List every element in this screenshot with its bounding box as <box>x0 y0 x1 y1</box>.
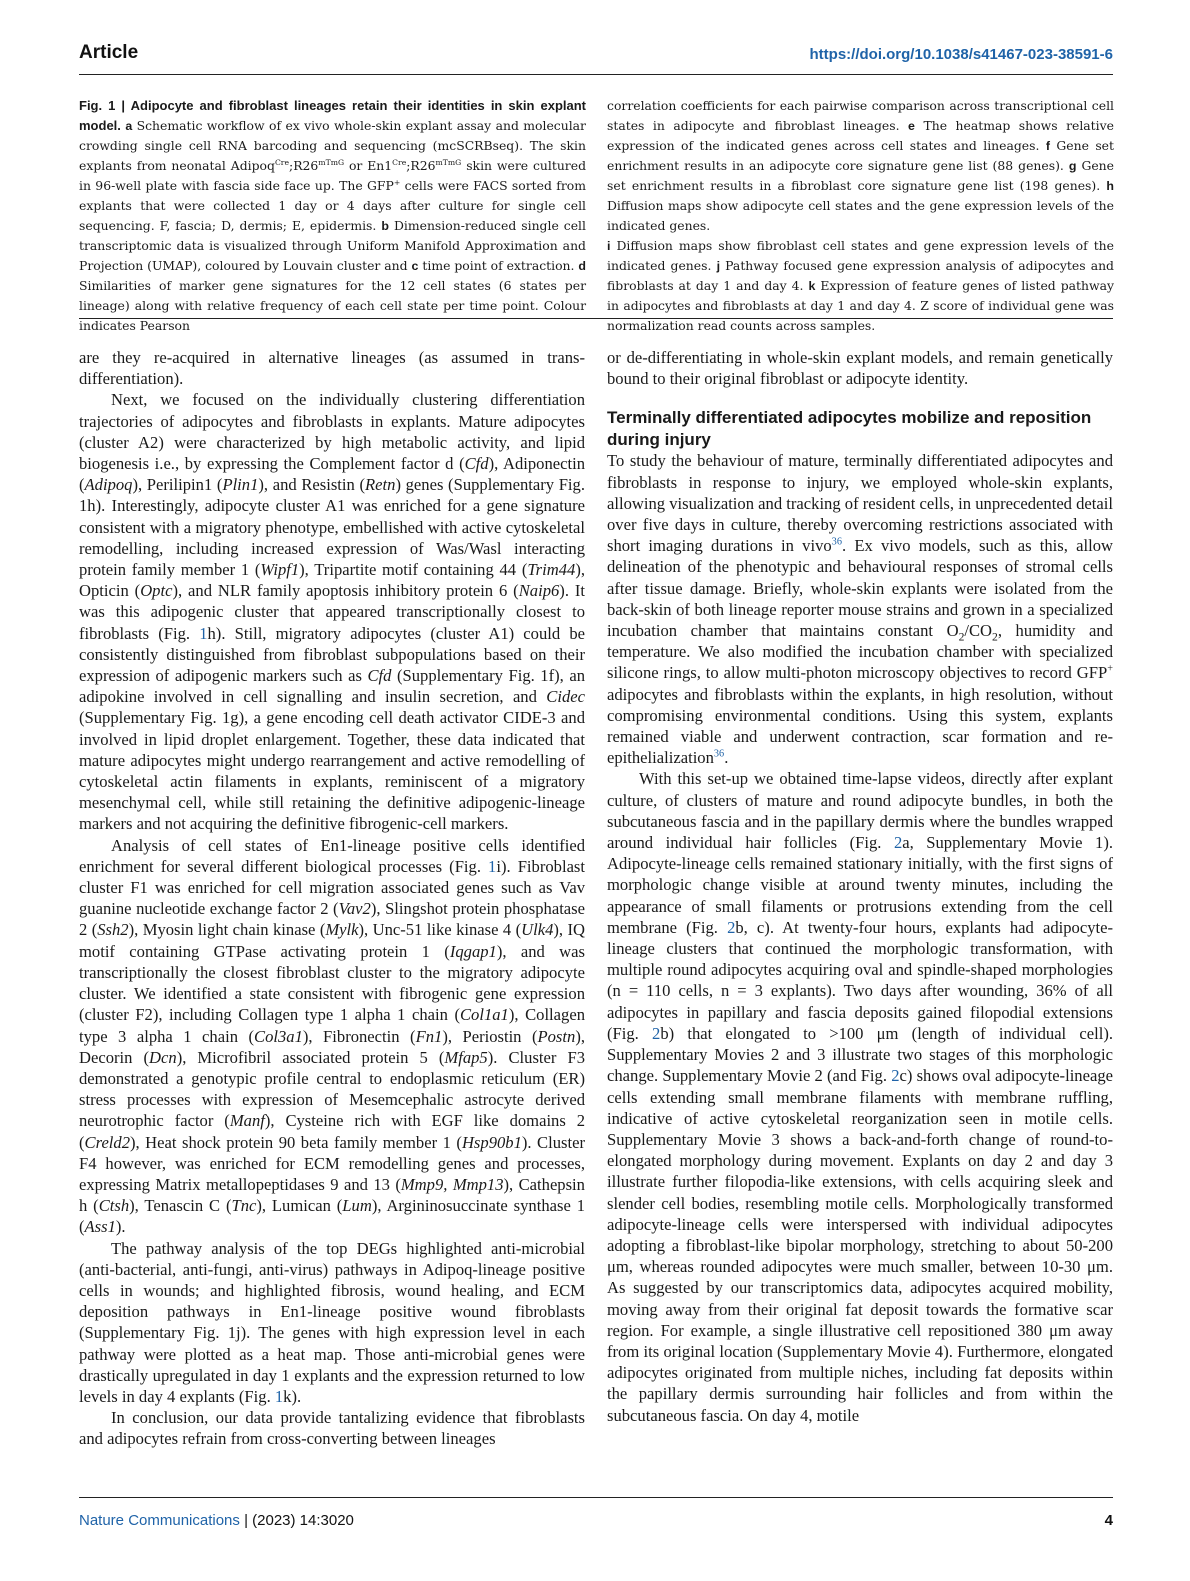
text-run: ), and was transcriptionally the closest fibroblast cluster to the migratory adipocyte cluster. We identified a state consistent with fibrogenic gene expression (cluster F2), including Collagen type 1 alpha 1 chain ( <box>79 941 585 1025</box>
gene-name: Col1a1 <box>459 1005 509 1025</box>
journal-title: Nature Communications <box>79 1512 240 1529</box>
caption-panel-label: a <box>125 119 133 133</box>
gene-name: Cfd <box>464 454 489 474</box>
gene-name: Wipf1 <box>260 560 300 580</box>
text-run: ), Collagen type 3 alpha 1 chain ( <box>79 1005 585 1046</box>
paragraph <box>79 835 585 1238</box>
caption-text: Schematic workflow of ex vivo whole-skin explant assay and molecular crowding single cell RNA barcoding and sequencing (mcSCRBseq). The skin explants from neonatal Adipoq <box>79 118 586 173</box>
text-run: Next, we focused on the individually clustering differentiation trajectories of adipocytes and fibroblasts in explants. Mature adipocytes (cluster A2) were characterized by high metabolic activity, and lipid biogenesis i.e., by expressing the Complement factor d ( <box>79 390 585 474</box>
gene-name: Optc <box>140 581 173 601</box>
text-run: ), Cysteine rich with EGF like domains 2 ( <box>79 1111 586 1152</box>
caption-text: correlation coefficients for each pairwise comparison across transcriptional cell states in adipocyte and fibroblast lineages. <box>607 98 1114 133</box>
text-run: adipocytes and fibroblasts within the explants, in high resolution, without compromising environmental conditions. Using this system, explants remained viable and underwent contraction, scar formation and re-epithelialization <box>607 684 1113 768</box>
caption-text: time point of extraction. <box>422 258 575 273</box>
text-run: . <box>724 748 729 768</box>
text-run: ). <box>115 1217 126 1237</box>
text-run: With this set-up we obtained time-lapse videos, directly after explant culture, of clusters of mature and round adipocyte bundles, in both the subcutaneous fascia and in the papillary dermis where the bundles wrapped around individual hair follicles (Fig. <box>607 769 1113 853</box>
gene-name: Vav2 <box>338 899 371 919</box>
text-run: (Supplementary Fig. 1g), a gene encoding cell death activator CIDE-3 and involved in lipid droplet enlargement. Together, these data indicated that mature adipocytes might undergo rearrangement and active remodelling of cytoskeletal actin filaments in explants, reminiscent of a migratory mesenchymal cell, while still retaining the definitive adipogenic-lineage markers and not acquiring the definitive fibrogenic-cell markers. <box>79 708 585 834</box>
citation-ref[interactable]: 36 <box>713 748 725 760</box>
caption-panel-label: h <box>1106 179 1114 193</box>
text-run: i). Fibroblast cluster F1 was enriched for cell migration associated genes such as Vav guanine nucleotide exchange factor 2 ( <box>79 856 585 919</box>
figure-ref[interactable]: 1 <box>488 856 497 876</box>
text-run: ), Cathepsin h ( <box>79 1174 585 1216</box>
figure-ref[interactable]: 2 <box>891 1066 900 1086</box>
text-run: ), and NLR family apoptosis inhibitory protein 6 ( <box>172 581 519 601</box>
text-run: /CO <box>964 621 993 641</box>
caption-text: Expression of feature genes of listed pathway in adipocytes and fibroblasts at day 1 and day 4. Z score of individual gene was normalization read counts across samples. <box>607 278 1114 333</box>
text-run: ). It was this adipogenic cluster that appeared transcriptionally closest to fibroblasts (Fig. <box>79 581 585 643</box>
gene-name: Ass1 <box>84 1217 116 1237</box>
gene-name: Dcn <box>149 1047 177 1067</box>
paragraph: or de-differentiating in whole-skin explant models, and remain genetically bound to their original fibroblast or adipocyte identity. <box>607 348 1113 389</box>
text-run: ), Heat shock protein 90 beta family member 1 ( <box>130 1132 462 1152</box>
page-number: 4 <box>1104 1512 1113 1529</box>
caption-panel-label: c <box>411 259 419 273</box>
caption-panel-label: b <box>381 219 389 233</box>
text-run: ), IQ motif containing GTPase activating protein 1 ( <box>79 920 585 961</box>
caption-text: Similarities of marker gene signatures for the 12 cell states (6 states per lineage) along with relative frequency of each cell state per time point. Colour indicates Pearson <box>79 278 586 333</box>
text-run: Analysis of cell states of En1-lineage positive cells identified enrichment for several different biological processes (Fig. <box>79 835 585 876</box>
gene-name: Lum <box>342 1196 372 1216</box>
gene-name: Plin1 <box>222 475 259 495</box>
figure-caption-title: Fig. 1 | Adipocyte and fibroblast lineages retain their identities in skin explant model. <box>79 98 586 133</box>
caption-panel-label: d <box>578 259 586 273</box>
text-run: a, Supplementary Movie 1). Adipocyte-lineage cells remained stationary initially, with the first signs of morphologic change visible at around twenty minutes, including the appearance of small filaments or protrusions extending from the cell membrane (Fig. <box>607 833 1114 937</box>
gene-name: Creld2 <box>84 1132 131 1152</box>
caption-text: skin were cultured in 96-well plate with fascia side face up. The GFP <box>79 158 586 193</box>
text-run: ), Tenascin C ( <box>129 1196 232 1216</box>
figure-caption-right <box>607 96 1114 336</box>
text-run: h). Still, migratory adipocytes (cluster A1) could be consistently distinguished from fibroblast subpopulations based on their expression of adipogenic markers such as <box>79 623 585 686</box>
figure-ref[interactable]: 1 <box>274 1386 284 1406</box>
article-label: Article <box>79 42 139 63</box>
caption-text: Pathway focused gene expression analysis of adipocytes and fibroblasts at day 1 and day 4. <box>607 258 1114 293</box>
text-run: (Supplementary Fig. 1f), an adipokine involved in cell signalling and insulin secretion, and <box>79 666 585 707</box>
caption-rule <box>79 318 1113 319</box>
text-run: , humidity and temperature. We also modified the incubation chamber with specialized silicone rings, to allow multi-photon microscopy objectives to record GFP <box>607 621 1113 683</box>
caption-text: Dimension-reduced single cell transcriptomic data is visualized through Uniform Manifold Approximation and Projection (UMAP), coloured by Louvain cluster and <box>79 218 586 273</box>
footer-rule <box>79 1497 1113 1498</box>
journal-issue: (2023) 14:3020 <box>252 1512 354 1529</box>
caption-panel-label: g <box>1068 159 1077 173</box>
citation-ref[interactable]: 36 <box>831 536 842 548</box>
text-run: b) that elongated to >100 μm (length of individual cell). Supplementary Movies 2 and 3 illustrate two stages of this morphologic change. Supplementary Movie 2 (and Fig. <box>607 1023 1113 1086</box>
text-run: The pathway analysis of the top DEGs highlighted anti-microbial (anti-bacterial, anti-fungi, anti-virus) pathways in Adipoq-lineage positive cells in wounds; and highlighted fibrosis, wound healing, and ECM deposition pathways in En1-lineage positive wound fibroblasts (Supplementary Fig. 1j). The genes with high expression level in each pathway were plotted as a heat map. Those anti-microbial genes were drastically upregulated in day 1 explants and the expression returned to low levels in day 4 explants (Fig. <box>79 1238 585 1406</box>
journal-name <box>79 1512 354 1529</box>
body-column-right <box>607 347 1113 1426</box>
text-run: ). Cluster F3 demonstrated a genotypic profile central to endoplasmic reticulum (ER) stress processes with expression of Mesemcephalic astrocyte derived neurotrophic factor ( <box>79 1047 585 1131</box>
caption-panel-label: f <box>1045 139 1050 153</box>
caption-text: The heatmap shows relative expression of the indicated genes across cell states and lineages. <box>607 118 1114 153</box>
text-run: ), and Resistin ( <box>258 475 366 495</box>
text-run: b, c). At twenty-four hours, explants had adipocyte-lineage clusters that continued the morphologic transformation, with multiple round adipocytes acquiring oval and spindle-shaped morphologies (n = 110 cells, n = 3 explants). Two days after wounding, 36% of all adipocytes in papillary and fascia deposits gained filopodial extensions (Fig. <box>607 917 1113 1043</box>
text-run: To study the behaviour of mature, terminally differentiated adipocytes and fibroblasts in response to injury, we employed whole-skin explants, allowing visualization and tracking of resident cells, in unprecedented detail over five days in culture, thereby overcoming restrictions associated with short imaging durations in vivo <box>607 451 1113 556</box>
gene-name: Adipoq <box>84 475 133 495</box>
caption-text: ;R26 <box>406 158 436 173</box>
text-run: ), Fibronectin ( <box>302 1026 416 1046</box>
caption-panel-label: e <box>908 119 915 133</box>
footer-separator: | <box>239 1512 253 1529</box>
gene-name: Naip6 <box>518 581 560 601</box>
gene-name: Mylk <box>325 920 359 940</box>
caption-panel-label: k <box>808 279 816 293</box>
caption-text: ;R26 <box>289 158 319 173</box>
header-rule <box>79 74 1113 75</box>
paragraph <box>79 1238 585 1408</box>
gene-name: Fn1 <box>415 1026 443 1046</box>
caption-text: Diffusion maps show adipocyte cell states and the gene expression levels of the indicated genes. <box>607 198 1114 233</box>
paragraph: In conclusion, our data provide tantalizing evidence that fibroblasts and adipocytes refrain from cross-converting between lineages <box>79 1408 585 1449</box>
figure-ref[interactable]: 2 <box>727 917 736 937</box>
gene-name: Col3a1 <box>254 1026 303 1046</box>
caption-sup: Cre <box>392 157 407 167</box>
body-column-left <box>79 347 585 1450</box>
paragraph <box>79 389 585 834</box>
subscript: 2 <box>992 630 998 644</box>
page-header <box>79 42 1113 72</box>
gene-name: Manf <box>229 1111 265 1131</box>
caption-text: cells were FACS sorted from explants that were collected 1 day or 4 days after culture for single cell sequencing. F, fascia; D, dermis; E, epidermis. <box>79 178 586 233</box>
caption-text: Gene set enrichment results in a fibroblast core signature gene list (198 genes). <box>607 158 1114 193</box>
figure-caption-left <box>79 96 586 336</box>
text-run: ), Microfibril associated protein 5 ( <box>176 1047 445 1067</box>
caption-text: Diffusion maps show fibroblast cell states and gene expression levels of the indicated genes. <box>607 238 1114 273</box>
text-run: ), Unc-51 like kinase 4 ( <box>358 920 522 940</box>
doi-link[interactable]: https://doi.org/10.1038/s41467-023-38591-6 <box>809 46 1113 63</box>
text-run: c) shows oval adipocyte-lineage cells extending small membrane filaments with membrane ruffling, indicative of active cytoskeletal reorganization seen in motile cells. Supplementary Movie 3 shows a back-and-forth change of round-to-elongated morphology during movement. Explants on day 2 and day 3 illustrate further filopodia-like extensions, with cells acquiring sleek and slender cell bodies, resembling motile cells. Morphologically transformed adipocyte-lineage cells were interspersed with individual adipocytes adopting a fibroblast-like bipolar morphology, stretching to about 50-200 μm, whereas rounded adipocytes were much smaller, between 10-30 μm. As suggested by our transcriptomics data, adipocytes acquired mobility, moving away from their original fat deposit towards the formative scar region. For example, a single illustrative cell repositioned 380 μm away from its original location (Supplementary Movie 4). Furthermore, elongated adipocytes originated from multiple niches, including fat deposits within the papillary dermis surrounding hair follicles and from within the subcutaneous fascia. On day 4, motile <box>607 1066 1113 1425</box>
gene-name: Mfap5 <box>444 1047 488 1067</box>
caption-text: or En1 <box>344 158 393 173</box>
text-run: ), Myosin light chain kinase ( <box>128 920 326 940</box>
text-run: ), Adiponectin ( <box>79 454 585 495</box>
gene-name: Trim44 <box>527 560 576 580</box>
gene-name: Cfd <box>367 666 392 686</box>
text-run: ), Decorin ( <box>79 1026 585 1067</box>
gene-name: Cidec <box>546 687 585 707</box>
gene-name: Ctsh <box>98 1196 130 1216</box>
figure-ref[interactable]: 1 <box>199 623 208 643</box>
gene-name: Iqgap1 <box>449 941 497 961</box>
caption-panel-label: i <box>607 239 611 253</box>
page-footer <box>79 1512 1113 1536</box>
text-run: ), Tripartite motif containing 44 ( <box>299 560 528 580</box>
caption-sup: mTmG <box>318 157 345 167</box>
gene-name: Retn <box>365 475 396 495</box>
text-run: ). Cluster F4 however, was enriched for ECM remodelling genes and processes, expressing Matrix metallopeptidases 9 and 13 ( <box>79 1132 585 1194</box>
text-run: k). <box>283 1386 302 1406</box>
paragraph <box>607 768 1113 1425</box>
caption-text: Gene set enrichment results in an adipocyte core signature gene list (88 genes). <box>607 138 1114 173</box>
caption-sup: mTmG <box>435 157 462 167</box>
gene-name: Mmp9, Mmp13 <box>400 1174 504 1194</box>
text-run: ), Perilipin1 ( <box>132 475 223 495</box>
gene-name: Ulk4 <box>521 920 554 940</box>
text-run: ), Slingshot protein phosphatase 2 ( <box>79 899 585 940</box>
caption-sup: + <box>393 177 401 187</box>
caption-sup: Cre <box>274 157 290 167</box>
gene-name: Tnc <box>231 1196 257 1216</box>
figure-ref[interactable]: 2 <box>893 833 903 853</box>
paragraph: are they re-acquired in alternative lineages (as assumed in trans-differentiation). <box>79 348 585 389</box>
section-heading: Terminally differentiated adipocytes mobilize and reposition during injury <box>607 408 1092 449</box>
text-run: ) genes (Supplementary Fig. 1h). Interestingly, adipocyte cluster A1 was enriched for a gene signature consistent with a migratory phenotype, embellished with active cytoskeletal remodelling, including increased expression of Was/Wasl interacting protein family member 1 ( <box>79 475 585 580</box>
gene-name: Ssh2 <box>97 920 129 940</box>
text-run: ), Periostin ( <box>442 1026 538 1046</box>
caption-panel-label: j <box>716 259 721 273</box>
figure-ref[interactable]: 2 <box>652 1023 661 1043</box>
text-run: ), Lumican ( <box>256 1196 343 1216</box>
gene-name: Hsp90b1 <box>461 1132 522 1152</box>
subscript: 2 <box>958 630 965 644</box>
paragraph <box>607 450 1113 768</box>
text-run: ), Opticin ( <box>79 560 585 601</box>
gene-name: Postn <box>537 1026 576 1046</box>
text-run: . Ex vivo models, such as this, allow delineation of the phenotypic and behavioural responses of stromal cells after tissue damage. Briefly, whole-skin explants were isolated from the back-skin of both lineage reporter mouse strains and grown in a specialized incubation chamber that maintains constant O <box>607 536 1113 641</box>
superscript: + <box>1107 663 1113 675</box>
text-run: ), Argininosuccinate synthase 1 ( <box>79 1196 585 1237</box>
